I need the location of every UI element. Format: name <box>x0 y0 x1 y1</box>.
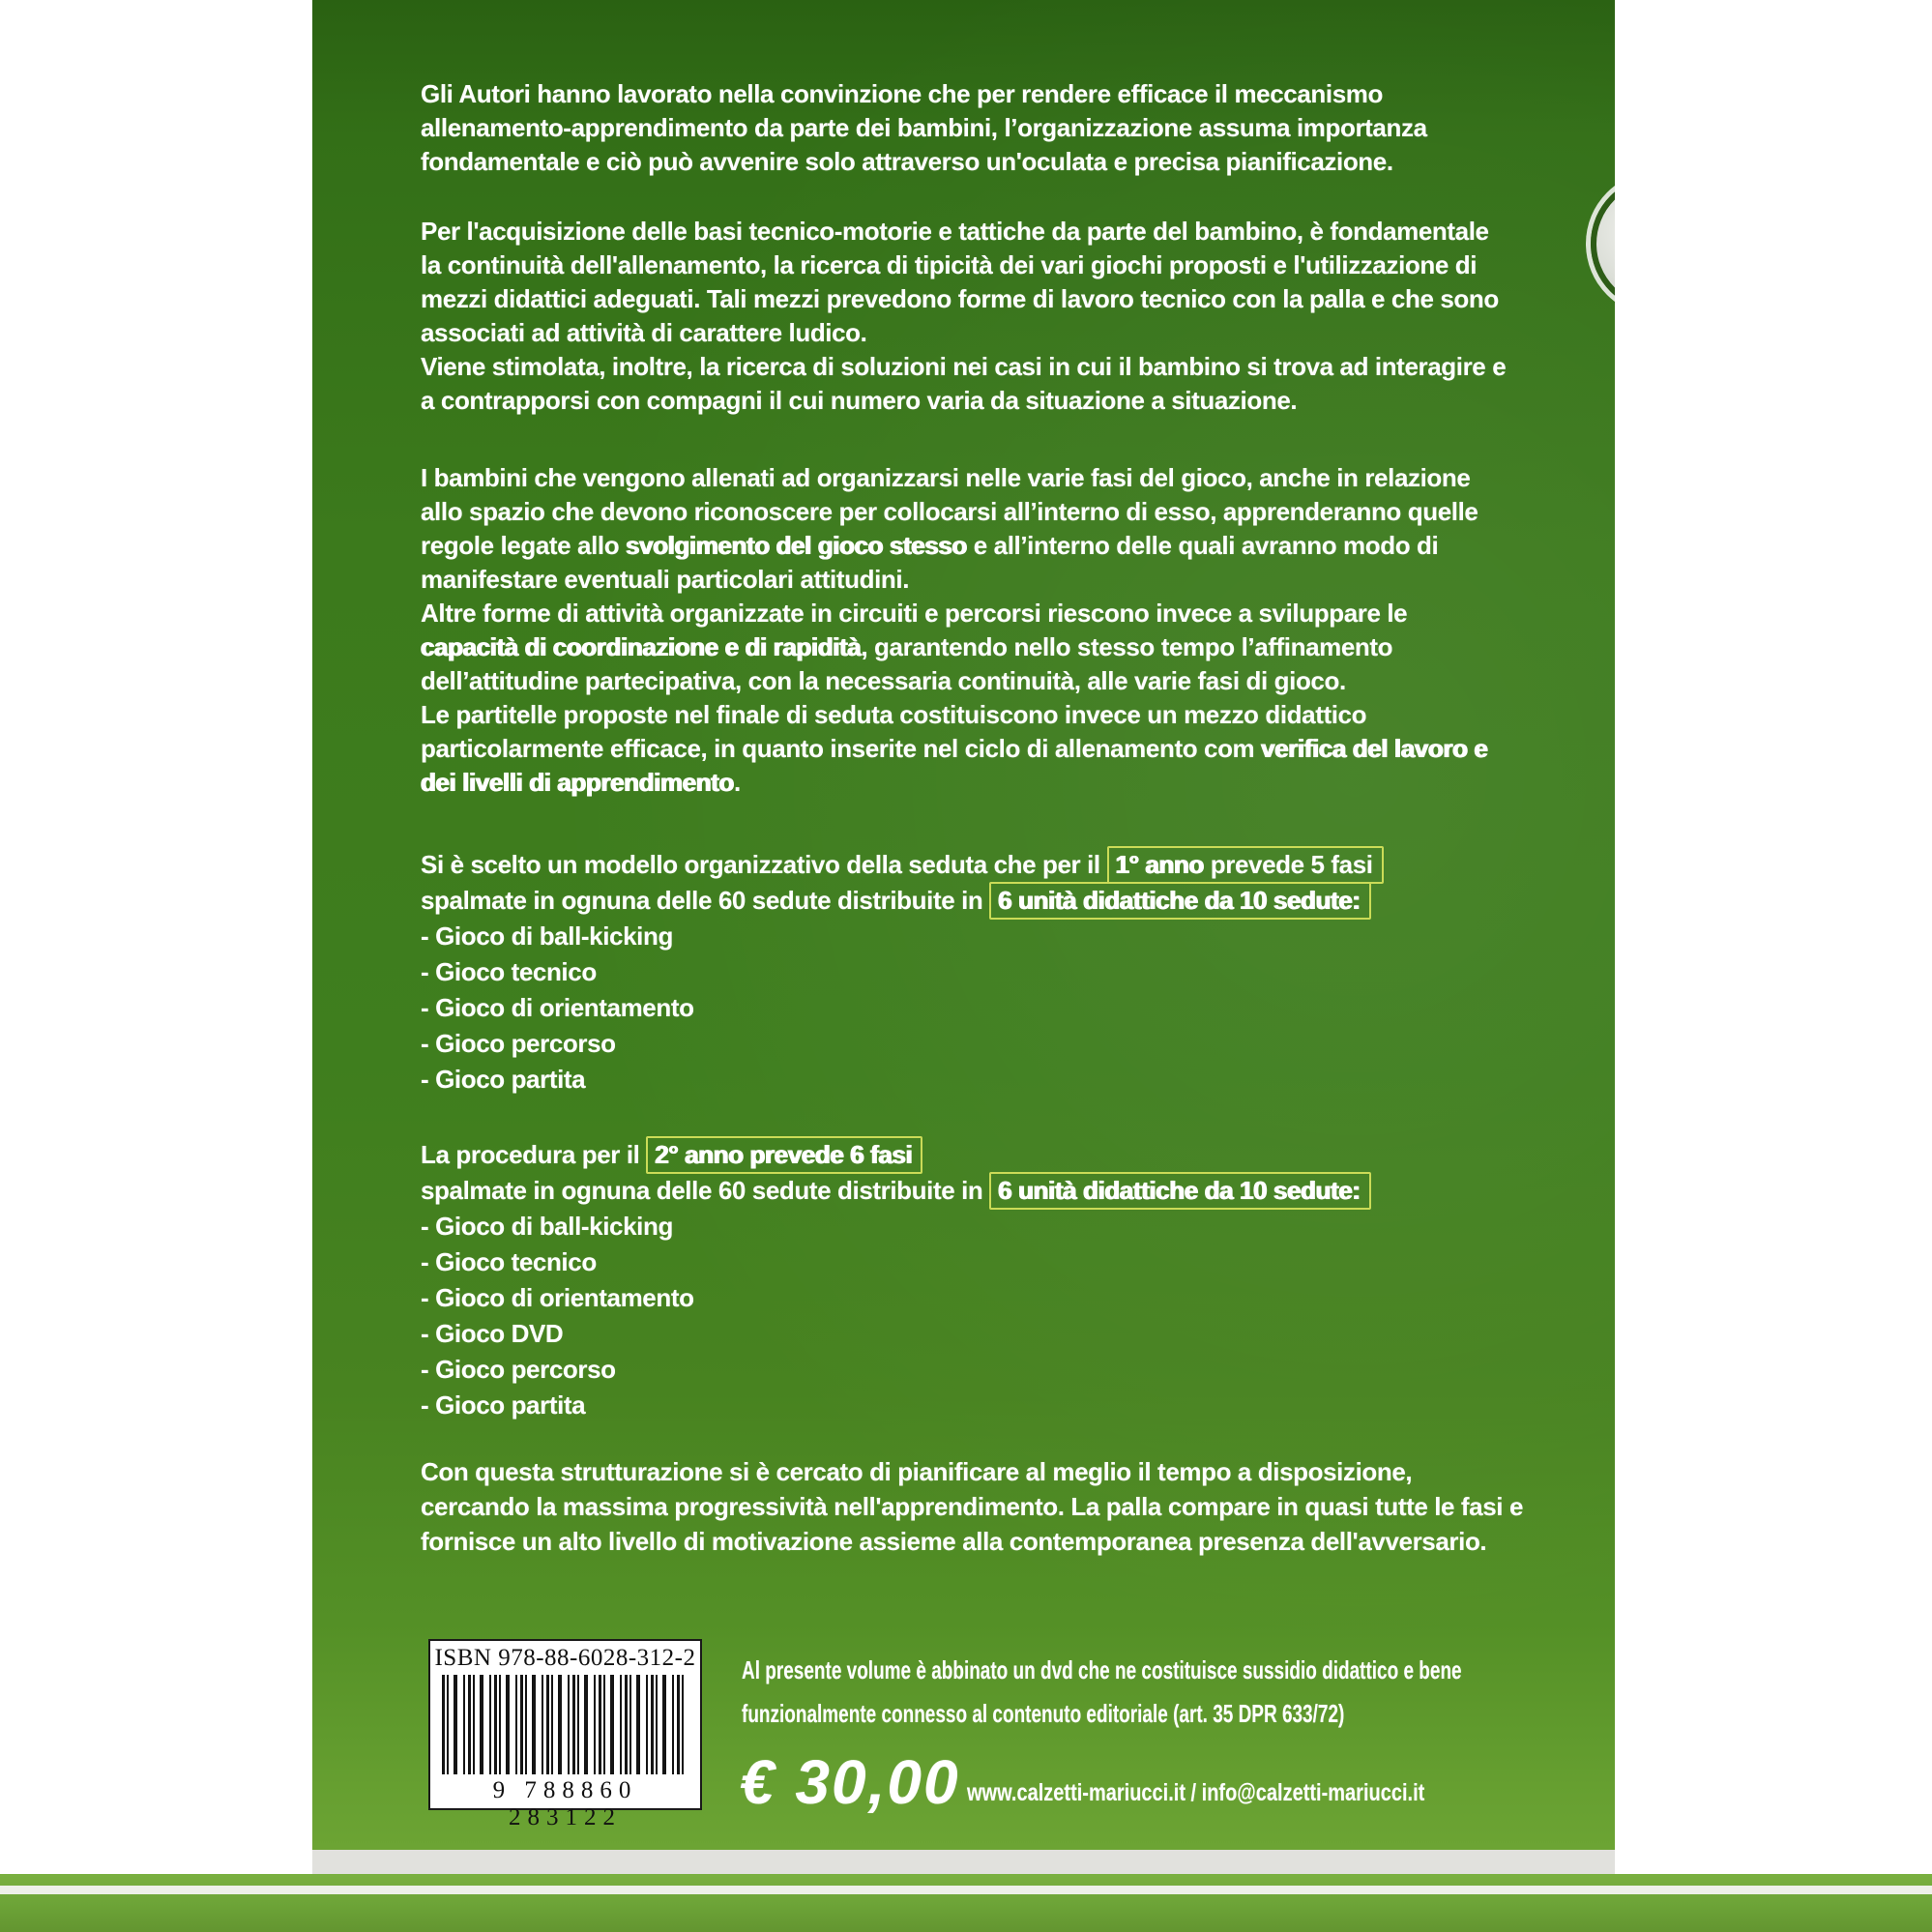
publisher-website: www.calzetti-mariucci.it / info@calzetti-mariucci.it <box>967 1779 1425 1806</box>
highlight-box-unita-1: 6 unità didattiche da 10 sedute: <box>989 882 1370 920</box>
text-line: funzionalmente connesso al contenuto editoriale (art. 35 DPR 633/72) <box>742 1699 1345 1728</box>
paragraph-conclusione <box>421 1454 1523 1559</box>
text-line: dell’attitudine partecipativa, con la necessaria continuità, alle varie fasi di gioco. <box>421 666 1346 695</box>
text-line: a contrapporsi con compagni il cui numero varia da situazione a situazione. <box>421 386 1298 415</box>
text-line: allenamento-apprendimento da parte dei bambini, l’organizzazione assuma importanza <box>421 113 1427 142</box>
text-line: Gli Autori hanno lavorato nella convinzione che per rendere efficace il meccanismo <box>421 79 1383 108</box>
text-line: regole legate allo svolgimento del gioco stesso e all’interno delle quali avranno modo di <box>421 531 1439 560</box>
paragraph-authors <box>421 77 1427 179</box>
list-item: - Gioco di orientamento <box>421 993 694 1022</box>
list-item: - Gioco tecnico <box>421 957 597 986</box>
barcode-bars <box>442 1675 688 1774</box>
text-line: Si è scelto un modello organizzativo della seduta che per il 1° anno prevede 5 fasi <box>421 847 1384 883</box>
highlight-box-2-anno: 2° anno prevede 6 fasi <box>646 1136 922 1174</box>
text-line: fondamentale e ciò può avvenire solo attraverso un'oculata e precisa pianificazione. <box>421 147 1393 176</box>
list-item: - Gioco DVD <box>421 1319 564 1348</box>
text-line: Con questa strutturazione si è cercato di pianificare al meglio il tempo a disposizione, <box>421 1457 1413 1486</box>
text-line: capacità di coordinazione e di rapidità, garantendo nello stesso tempo l’affinamento <box>421 632 1393 661</box>
list-item: - Gioco partita <box>421 1065 586 1094</box>
paragraph-primo-anno <box>421 847 1384 1098</box>
text-line: Viene stimolata, inoltre, la ricerca di soluzioni nei casi in cui il bambino si trova ad interagire e <box>421 352 1507 381</box>
text-line: Le partitelle proposte nel finale di seduta costituiscono invece un mezzo didattico <box>421 700 1367 729</box>
text-line: mezzi didattici adeguati. Tali mezzi prevedono forme di lavoro tecnico con la palla e che sono <box>421 284 1499 313</box>
paragraph-acquisizione <box>421 215 1506 418</box>
text-line: manifestare eventuali particolari attitudini. <box>421 565 910 594</box>
text-line: associati ad attività di carattere ludico. <box>421 318 867 347</box>
text-line: spalmate in ognuna delle 60 sedute distribuite in 6 unità didattiche da 10 sedute: <box>421 1173 1371 1209</box>
text-line: La procedura per il 2° anno prevede 6 fasi <box>421 1137 1371 1173</box>
circular-sticker <box>1591 176 1615 311</box>
text-line: I bambini che vengono allenati ad organizzarsi nelle varie fasi del gioco, anche in relazione <box>421 463 1471 492</box>
text-line: cercando la massima progressività nell'apprendimento. La palla compare in quasi tutte le fasi e <box>421 1492 1524 1521</box>
isbn-text: ISBN 978-88-6028-312-2 <box>434 1645 696 1671</box>
text-line: fornisce un alto livello di motivazione assieme alla contemporanea presenza dell'avversario. <box>421 1527 1487 1556</box>
bottom-thin-stripe <box>0 1886 1932 1894</box>
list-item: - Gioco di ball-kicking <box>421 1212 673 1241</box>
bottom-green-band <box>0 1874 1932 1932</box>
text-line: dei livelli di apprendimento. <box>421 768 741 797</box>
highlight-box-1-anno: 1° anno prevede 5 fasi <box>1107 846 1384 884</box>
text-line: Per l'acquisizione delle basi tecnico-motorie e tattiche da parte del bambino, è fondamentale <box>421 217 1489 246</box>
price-label: € 30,00 <box>740 1747 960 1817</box>
text-line: la continuità dell'allenamento, la ricerca di tipicità dei vari giochi proposti e l'utilizzazione di <box>421 250 1478 279</box>
highlight-box-unita-2: 6 unità didattiche da 10 sedute: <box>989 1172 1370 1210</box>
list-item: - Gioco percorso <box>421 1029 616 1058</box>
text-line: spalmate in ognuna delle 60 sedute distribuite in 6 unità didattiche da 10 sedute: <box>421 883 1384 919</box>
text-line: particolarmente efficace, in quanto inserite nel ciclo di allenamento com verifica del lavoro e <box>421 734 1488 763</box>
paragraph-secondo-anno <box>421 1137 1371 1423</box>
list-item: - Gioco di ball-kicking <box>421 922 673 951</box>
text-line: Al presente volume è abbinato un dvd che ne costituisce sussidio didattico e bene <box>742 1655 1462 1684</box>
bottom-thick-stripe <box>312 1850 1615 1874</box>
text-line: Altre forme di attività organizzate in circuiti e percorsi riescono invece a sviluppare le <box>421 599 1408 628</box>
barcode-digits: 9 788860 283122 <box>492 1777 638 1830</box>
list-item: - Gioco percorso <box>421 1355 616 1384</box>
back-cover <box>312 0 1615 1932</box>
dvd-legal-note <box>742 1649 1462 1736</box>
list-item: - Gioco partita <box>421 1390 586 1420</box>
text-line: allo spazio che devono riconoscere per collocarsi all’interno di esso, apprenderanno quelle <box>421 497 1478 526</box>
list-item: - Gioco tecnico <box>421 1247 597 1276</box>
isbn-barcode <box>428 1639 702 1830</box>
list-item: - Gioco di orientamento <box>421 1283 694 1312</box>
paragraph-bambini <box>421 461 1487 800</box>
